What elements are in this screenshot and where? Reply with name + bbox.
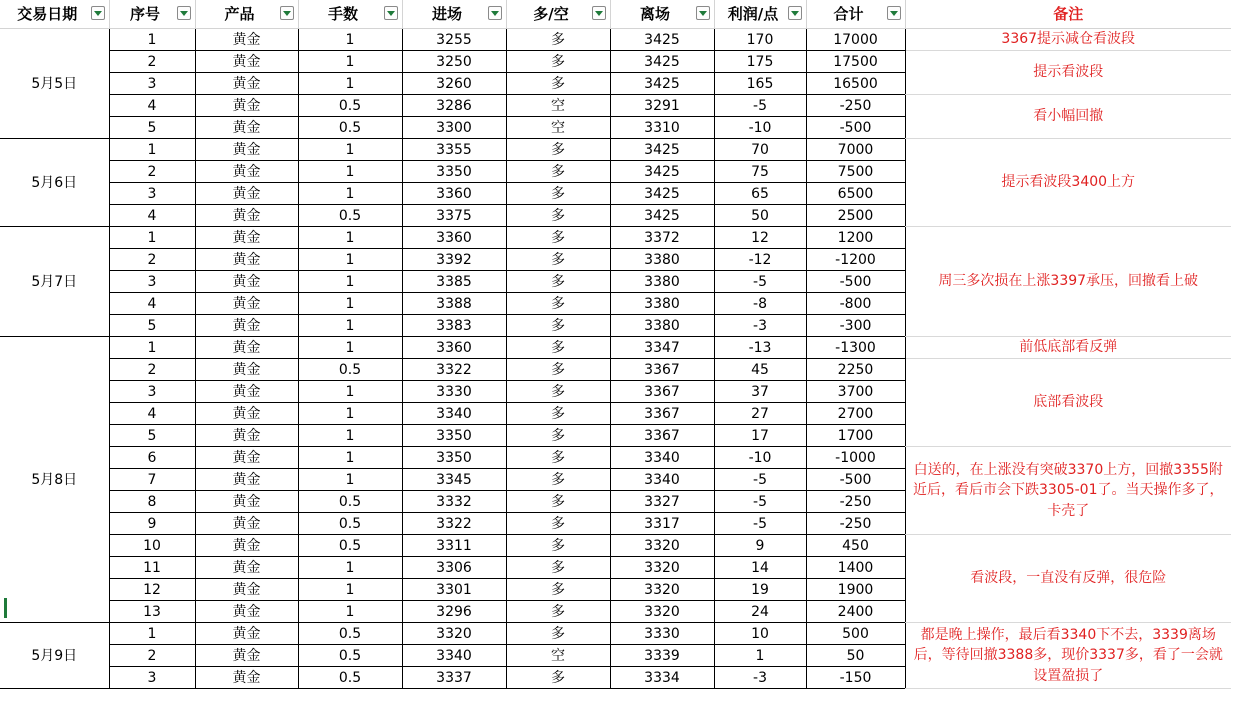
direction-cell[interactable]: 多 [506, 557, 610, 579]
table-row [0, 95, 1231, 117]
exit-cell[interactable]: 3320 [610, 601, 714, 623]
entry-cell[interactable]: 3350 [402, 425, 506, 447]
product-cell[interactable]: 黄金 [195, 601, 298, 623]
total-cell[interactable]: -250 [806, 513, 905, 535]
direction-cell[interactable]: 多 [506, 579, 610, 601]
profit-cell[interactable]: -12 [714, 249, 806, 271]
exit-cell[interactable]: 3425 [610, 73, 714, 95]
trade-date-cell[interactable]: 5月9日 [0, 623, 109, 689]
direction-cell[interactable]: 多 [506, 205, 610, 227]
serial-cell[interactable]: 5 [109, 117, 195, 139]
serial-cell[interactable]: 3 [109, 73, 195, 95]
profit-cell[interactable]: 170 [714, 29, 806, 51]
serial-cell[interactable]: 1 [109, 227, 195, 249]
product-cell[interactable]: 黄金 [195, 403, 298, 425]
column-header-label: 备注 [1053, 4, 1084, 23]
exit-cell[interactable]: 3317 [610, 513, 714, 535]
lots-cell[interactable]: 1 [298, 161, 402, 183]
total-cell[interactable]: -250 [806, 95, 905, 117]
serial-cell[interactable]: 3 [109, 183, 195, 205]
table-row [0, 29, 1231, 51]
entry-cell[interactable]: 3337 [402, 667, 506, 689]
entry-cell[interactable]: 3340 [402, 403, 506, 425]
lots-cell[interactable]: 0.5 [298, 645, 402, 667]
serial-cell[interactable]: 8 [109, 491, 195, 513]
profit-cell[interactable]: -10 [714, 117, 806, 139]
filter-dropdown-icon[interactable] [91, 6, 105, 20]
direction-cell[interactable]: 多 [506, 293, 610, 315]
filter-dropdown-icon[interactable] [177, 6, 191, 20]
total-cell[interactable]: -800 [806, 293, 905, 315]
lots-cell[interactable]: 1 [298, 447, 402, 469]
profit-cell[interactable]: 165 [714, 73, 806, 95]
table-row [0, 139, 1231, 161]
product-cell[interactable]: 黄金 [195, 95, 298, 117]
product-cell[interactable]: 黄金 [195, 205, 298, 227]
profit-cell[interactable]: 75 [714, 161, 806, 183]
total-cell[interactable]: 7000 [806, 139, 905, 161]
product-cell[interactable]: 黄金 [195, 513, 298, 535]
product-cell[interactable]: 黄金 [195, 271, 298, 293]
entry-cell[interactable]: 3250 [402, 51, 506, 73]
lots-cell[interactable]: 1 [298, 579, 402, 601]
direction-cell[interactable]: 多 [506, 601, 610, 623]
entry-cell[interactable]: 3375 [402, 205, 506, 227]
lots-cell[interactable]: 1 [298, 139, 402, 161]
lots-cell[interactable]: 1 [298, 227, 402, 249]
profit-cell[interactable]: 19 [714, 579, 806, 601]
column-header-label: 合计 [833, 4, 864, 23]
direction-cell[interactable]: 多 [506, 623, 610, 645]
entry-cell[interactable]: 3345 [402, 469, 506, 491]
direction-cell[interactable]: 多 [506, 227, 610, 249]
profit-cell[interactable]: 65 [714, 183, 806, 205]
product-cell[interactable]: 黄金 [195, 249, 298, 271]
exit-cell[interactable]: 3347 [610, 337, 714, 359]
remark-cell[interactable]: 提示看波段3400上方 [905, 139, 1231, 227]
profit-cell[interactable]: -13 [714, 337, 806, 359]
entry-cell[interactable]: 3286 [402, 95, 506, 117]
table-row [0, 227, 1231, 249]
direction-cell[interactable]: 空 [506, 117, 610, 139]
profit-cell[interactable]: 24 [714, 601, 806, 623]
filter-dropdown-icon[interactable] [280, 6, 294, 20]
profit-cell[interactable]: 12 [714, 227, 806, 249]
direction-cell[interactable]: 多 [506, 183, 610, 205]
serial-cell[interactable]: 1 [109, 337, 195, 359]
serial-cell[interactable]: 3 [109, 667, 195, 689]
trade-date-cell[interactable]: 5月7日 [0, 227, 109, 337]
exit-cell[interactable]: 3367 [610, 425, 714, 447]
column-header-label: 序号 [129, 4, 160, 23]
entry-cell[interactable]: 3350 [402, 161, 506, 183]
exit-cell[interactable]: 3367 [610, 403, 714, 425]
direction-cell[interactable]: 多 [506, 469, 610, 491]
direction-cell[interactable]: 多 [506, 359, 610, 381]
profit-cell[interactable]: 10 [714, 623, 806, 645]
entry-cell[interactable]: 3306 [402, 557, 506, 579]
profit-cell[interactable]: 50 [714, 205, 806, 227]
lots-cell[interactable]: 1 [298, 425, 402, 447]
total-cell[interactable]: 3700 [806, 381, 905, 403]
trade-date-cell[interactable]: 5月6日 [0, 139, 109, 227]
table-row [0, 51, 1231, 73]
total-cell[interactable]: -250 [806, 491, 905, 513]
direction-cell[interactable]: 空 [506, 95, 610, 117]
profit-cell[interactable]: 1 [714, 645, 806, 667]
lots-cell[interactable]: 0.5 [298, 667, 402, 689]
entry-cell[interactable]: 3322 [402, 513, 506, 535]
lots-cell[interactable]: 1 [298, 183, 402, 205]
serial-cell[interactable]: 3 [109, 271, 195, 293]
serial-cell[interactable]: 4 [109, 403, 195, 425]
direction-cell[interactable]: 多 [506, 139, 610, 161]
serial-cell[interactable]: 4 [109, 205, 195, 227]
direction-cell[interactable]: 多 [506, 271, 610, 293]
entry-cell[interactable]: 3260 [402, 73, 506, 95]
total-cell[interactable]: -1000 [806, 447, 905, 469]
total-cell[interactable]: 7500 [806, 161, 905, 183]
direction-cell[interactable]: 多 [506, 337, 610, 359]
remark-cell[interactable]: 提示看波段 [905, 51, 1231, 95]
column-header-total[interactable] [806, 0, 905, 29]
entry-cell[interactable]: 3355 [402, 139, 506, 161]
direction-cell[interactable]: 多 [506, 249, 610, 271]
exit-cell[interactable]: 3291 [610, 95, 714, 117]
lots-cell[interactable]: 1 [298, 403, 402, 425]
total-cell[interactable]: -150 [806, 667, 905, 689]
product-cell[interactable]: 黄金 [195, 315, 298, 337]
column-header-remarks[interactable] [905, 0, 1231, 29]
total-cell[interactable]: -500 [806, 271, 905, 293]
table-row [0, 623, 1231, 645]
total-cell[interactable]: 500 [806, 623, 905, 645]
exit-cell[interactable]: 3340 [610, 447, 714, 469]
total-cell[interactable]: 1900 [806, 579, 905, 601]
lots-cell[interactable]: 1 [298, 315, 402, 337]
serial-cell[interactable]: 2 [109, 359, 195, 381]
column-header-direction[interactable] [506, 0, 610, 29]
exit-cell[interactable]: 3425 [610, 29, 714, 51]
profit-cell[interactable]: 27 [714, 403, 806, 425]
column-header-product[interactable] [195, 0, 298, 29]
product-cell[interactable]: 黄金 [195, 491, 298, 513]
product-cell[interactable]: 黄金 [195, 51, 298, 73]
trade-date-cell[interactable]: 5月8日 [0, 337, 109, 623]
profit-cell[interactable]: -5 [714, 271, 806, 293]
exit-cell[interactable]: 3425 [610, 183, 714, 205]
entry-cell[interactable]: 3340 [402, 645, 506, 667]
product-cell[interactable]: 黄金 [195, 293, 298, 315]
column-header-lots[interactable] [298, 0, 402, 29]
total-cell[interactable]: -1200 [806, 249, 905, 271]
entry-cell[interactable]: 3392 [402, 249, 506, 271]
direction-cell[interactable]: 多 [506, 161, 610, 183]
entry-cell[interactable]: 3360 [402, 337, 506, 359]
profit-cell[interactable]: -5 [714, 95, 806, 117]
lots-cell[interactable]: 1 [298, 73, 402, 95]
direction-cell[interactable]: 多 [506, 381, 610, 403]
table-row [0, 337, 1231, 359]
direction-cell[interactable]: 多 [506, 73, 610, 95]
profit-cell[interactable]: -10 [714, 447, 806, 469]
product-cell[interactable]: 黄金 [195, 579, 298, 601]
direction-cell[interactable]: 多 [506, 403, 610, 425]
product-cell[interactable]: 黄金 [195, 227, 298, 249]
entry-cell[interactable]: 3360 [402, 227, 506, 249]
profit-cell[interactable]: 45 [714, 359, 806, 381]
filter-dropdown-icon[interactable] [887, 6, 901, 20]
remark-cell[interactable]: 周三多次损在上涨3397承压，回撤看上破 [905, 227, 1231, 337]
column-header-profit-points[interactable] [714, 0, 806, 29]
remark-cell[interactable]: 前低底部看反弹 [905, 337, 1231, 359]
product-cell[interactable]: 黄金 [195, 447, 298, 469]
column-header-trade-date[interactable] [0, 0, 109, 29]
entry-cell[interactable]: 3360 [402, 183, 506, 205]
remark-cell[interactable]: 看小幅回撤 [905, 95, 1231, 139]
remark-cell[interactable]: 白送的，在上涨没有突破3370上方，回撤3355附近后，看后市会下跌3305-01了。当天操作多了，卡壳了 [905, 447, 1231, 535]
serial-cell[interactable]: 4 [109, 293, 195, 315]
total-cell[interactable]: -1300 [806, 337, 905, 359]
total-cell[interactable]: 1400 [806, 557, 905, 579]
exit-cell[interactable]: 3330 [610, 623, 714, 645]
lots-cell[interactable]: 1 [298, 29, 402, 51]
entry-cell[interactable]: 3350 [402, 447, 506, 469]
remark-cell[interactable]: 底部看波段 [905, 359, 1231, 447]
table-row [0, 447, 1231, 469]
direction-cell[interactable]: 多 [506, 447, 610, 469]
filter-dropdown-icon[interactable] [696, 6, 710, 20]
exit-cell[interactable]: 3334 [610, 667, 714, 689]
column-header-label: 离场 [639, 4, 670, 23]
lots-cell[interactable]: 0.5 [298, 359, 402, 381]
profit-cell[interactable]: -3 [714, 667, 806, 689]
direction-cell[interactable]: 多 [506, 29, 610, 51]
total-cell[interactable]: 17500 [806, 51, 905, 73]
exit-cell[interactable]: 3367 [610, 359, 714, 381]
product-cell[interactable]: 黄金 [195, 29, 298, 51]
profit-cell[interactable]: -5 [714, 513, 806, 535]
exit-cell[interactable]: 3320 [610, 557, 714, 579]
column-header-label: 交易日期 [17, 4, 78, 23]
remark-cell[interactable]: 都是晚上操作，最后看3340下不去，3339离场后，等待回撤3388多，现价3337多，看了一会就设置盈损了 [905, 623, 1231, 689]
exit-cell[interactable]: 3320 [610, 579, 714, 601]
column-header-label: 进场 [431, 4, 462, 23]
serial-cell[interactable]: 2 [109, 161, 195, 183]
lots-cell[interactable]: 0.5 [298, 205, 402, 227]
serial-cell[interactable]: 2 [109, 51, 195, 73]
profit-cell[interactable]: 17 [714, 425, 806, 447]
serial-cell[interactable]: 1 [109, 29, 195, 51]
serial-cell[interactable]: 11 [109, 557, 195, 579]
remark-cell[interactable]: 3367提示减仓看波段 [905, 29, 1231, 51]
product-cell[interactable]: 黄金 [195, 161, 298, 183]
total-cell[interactable]: 2400 [806, 601, 905, 623]
product-cell[interactable]: 黄金 [195, 337, 298, 359]
table-row [0, 535, 1231, 557]
total-cell[interactable]: 17000 [806, 29, 905, 51]
exit-cell[interactable]: 3380 [610, 249, 714, 271]
product-cell[interactable]: 黄金 [195, 469, 298, 491]
trade-date-cell[interactable]: 5月5日 [0, 29, 109, 139]
entry-cell[interactable]: 3385 [402, 271, 506, 293]
exit-cell[interactable]: 3327 [610, 491, 714, 513]
column-header-label: 手数 [327, 4, 358, 23]
entry-cell[interactable]: 3383 [402, 315, 506, 337]
exit-cell[interactable]: 3380 [610, 293, 714, 315]
exit-cell[interactable]: 3367 [610, 381, 714, 403]
lots-cell[interactable]: 1 [298, 601, 402, 623]
lots-cell[interactable]: 1 [298, 271, 402, 293]
total-cell[interactable]: 50 [806, 645, 905, 667]
serial-cell[interactable]: 4 [109, 95, 195, 117]
lots-cell[interactable]: 1 [298, 557, 402, 579]
serial-cell[interactable]: 12 [109, 579, 195, 601]
entry-cell[interactable]: 3320 [402, 623, 506, 645]
direction-cell[interactable]: 多 [506, 425, 610, 447]
exit-cell[interactable]: 3380 [610, 315, 714, 337]
entry-cell[interactable]: 3255 [402, 29, 506, 51]
serial-cell[interactable]: 1 [109, 139, 195, 161]
lots-cell[interactable]: 0.5 [298, 623, 402, 645]
lots-cell[interactable]: 0.5 [298, 513, 402, 535]
lots-cell[interactable]: 0.5 [298, 535, 402, 557]
profit-cell[interactable]: 70 [714, 139, 806, 161]
total-cell[interactable]: -500 [806, 469, 905, 491]
profit-cell[interactable]: 37 [714, 381, 806, 403]
exit-cell[interactable]: 3425 [610, 161, 714, 183]
product-cell[interactable]: 黄金 [195, 73, 298, 95]
lots-cell[interactable]: 1 [298, 469, 402, 491]
product-cell[interactable]: 黄金 [195, 645, 298, 667]
exit-cell[interactable]: 3339 [610, 645, 714, 667]
direction-cell[interactable]: 空 [506, 645, 610, 667]
product-cell[interactable]: 黄金 [195, 557, 298, 579]
serial-cell[interactable]: 9 [109, 513, 195, 535]
filter-dropdown-icon[interactable] [488, 6, 502, 20]
lots-cell[interactable]: 1 [298, 337, 402, 359]
filter-dropdown-icon[interactable] [788, 6, 802, 20]
entry-cell[interactable]: 3322 [402, 359, 506, 381]
serial-cell[interactable]: 3 [109, 381, 195, 403]
lots-cell[interactable]: 1 [298, 293, 402, 315]
product-cell[interactable]: 黄金 [195, 183, 298, 205]
direction-cell[interactable]: 多 [506, 315, 610, 337]
direction-cell[interactable]: 多 [506, 513, 610, 535]
exit-cell[interactable]: 3310 [610, 117, 714, 139]
table-body [0, 29, 1231, 689]
total-cell[interactable]: -500 [806, 117, 905, 139]
header-row [0, 0, 1231, 29]
serial-cell[interactable]: 13 [109, 601, 195, 623]
lots-cell[interactable]: 0.5 [298, 95, 402, 117]
serial-cell[interactable]: 7 [109, 469, 195, 491]
total-cell[interactable]: 450 [806, 535, 905, 557]
lots-cell[interactable]: 1 [298, 249, 402, 271]
product-cell[interactable]: 黄金 [195, 359, 298, 381]
direction-cell[interactable]: 多 [506, 535, 610, 557]
entry-cell[interactable]: 3332 [402, 491, 506, 513]
product-cell[interactable]: 黄金 [195, 535, 298, 557]
profit-cell[interactable]: -5 [714, 491, 806, 513]
row-selection-marker [4, 598, 7, 618]
total-cell[interactable]: 1700 [806, 425, 905, 447]
profit-cell[interactable]: 175 [714, 51, 806, 73]
exit-cell[interactable]: 3425 [610, 139, 714, 161]
column-header-exit[interactable] [610, 0, 714, 29]
entry-cell[interactable]: 3296 [402, 601, 506, 623]
serial-cell[interactable]: 2 [109, 249, 195, 271]
entry-cell[interactable]: 3388 [402, 293, 506, 315]
serial-cell[interactable]: 6 [109, 447, 195, 469]
serial-cell[interactable]: 5 [109, 315, 195, 337]
product-cell[interactable]: 黄金 [195, 381, 298, 403]
exit-cell[interactable]: 3320 [610, 535, 714, 557]
serial-cell[interactable]: 5 [109, 425, 195, 447]
profit-cell[interactable]: 14 [714, 557, 806, 579]
entry-cell[interactable]: 3300 [402, 117, 506, 139]
product-cell[interactable]: 黄金 [195, 139, 298, 161]
direction-cell[interactable]: 多 [506, 491, 610, 513]
lots-cell[interactable]: 0.5 [298, 117, 402, 139]
product-cell[interactable]: 黄金 [195, 623, 298, 645]
serial-cell[interactable]: 10 [109, 535, 195, 557]
total-cell[interactable]: 2250 [806, 359, 905, 381]
lots-cell[interactable]: 1 [298, 381, 402, 403]
column-header-label: 多/空 [533, 4, 569, 23]
total-cell[interactable]: 1200 [806, 227, 905, 249]
exit-cell[interactable]: 3425 [610, 205, 714, 227]
product-cell[interactable]: 黄金 [195, 667, 298, 689]
total-cell[interactable]: 16500 [806, 73, 905, 95]
total-cell[interactable]: -300 [806, 315, 905, 337]
lots-cell[interactable]: 1 [298, 51, 402, 73]
entry-cell[interactable]: 3311 [402, 535, 506, 557]
entry-cell[interactable]: 3301 [402, 579, 506, 601]
direction-cell[interactable]: 多 [506, 51, 610, 73]
total-cell[interactable]: 6500 [806, 183, 905, 205]
total-cell[interactable]: 2700 [806, 403, 905, 425]
filter-dropdown-icon[interactable] [592, 6, 606, 20]
serial-cell[interactable]: 2 [109, 645, 195, 667]
profit-cell[interactable]: -8 [714, 293, 806, 315]
profit-cell[interactable]: -3 [714, 315, 806, 337]
column-header-label: 利润/点 [727, 4, 779, 23]
direction-cell[interactable]: 多 [506, 667, 610, 689]
table-row [0, 359, 1231, 381]
profit-cell[interactable]: -5 [714, 469, 806, 491]
column-header-label: 产品 [224, 4, 255, 23]
exit-cell[interactable]: 3372 [610, 227, 714, 249]
product-cell[interactable]: 黄金 [195, 117, 298, 139]
exit-cell[interactable]: 3425 [610, 51, 714, 73]
lots-cell[interactable]: 0.5 [298, 491, 402, 513]
exit-cell[interactable]: 3340 [610, 469, 714, 491]
exit-cell[interactable]: 3380 [610, 271, 714, 293]
serial-cell[interactable]: 1 [109, 623, 195, 645]
column-header-serial-no[interactable] [109, 0, 195, 29]
remark-cell[interactable]: 看波段，一直没有反弹，很危险 [905, 535, 1231, 623]
entry-cell[interactable]: 3330 [402, 381, 506, 403]
filter-dropdown-icon[interactable] [384, 6, 398, 20]
column-header-entry[interactable] [402, 0, 506, 29]
profit-cell[interactable]: 9 [714, 535, 806, 557]
product-cell[interactable]: 黄金 [195, 425, 298, 447]
total-cell[interactable]: 2500 [806, 205, 905, 227]
